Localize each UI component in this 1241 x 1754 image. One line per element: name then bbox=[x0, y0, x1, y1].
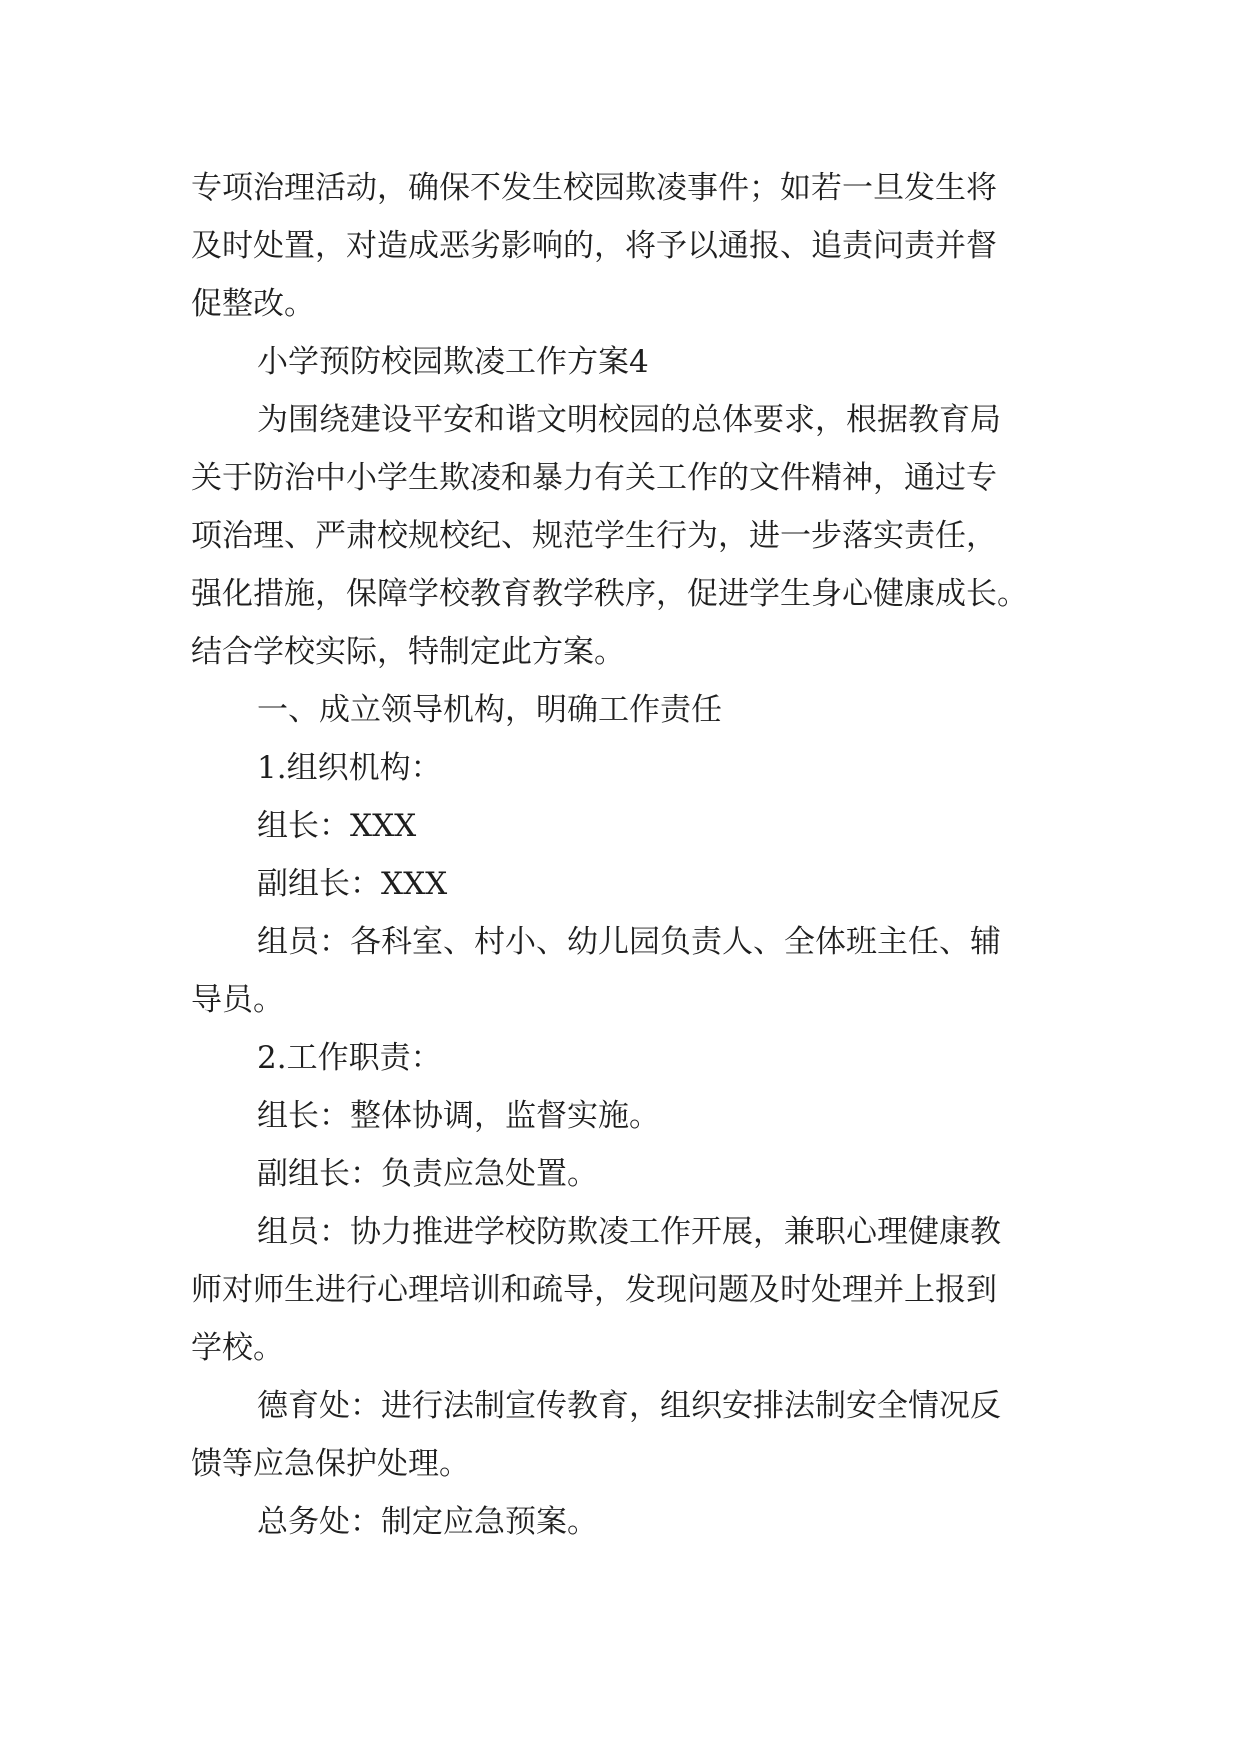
section-title: 小学预防校园欺凌工作方案4 bbox=[257, 344, 649, 380]
paragraph-line: 导员。 bbox=[191, 982, 284, 1018]
paragraph-line: 组员：协力推进学校防欺凌工作开展，兼职心理健康教 bbox=[257, 1214, 1001, 1250]
paragraph-line: 组长：整体协调，监督实施。 bbox=[257, 1098, 660, 1134]
paragraph-line: 组员：各科室、村小、幼儿园负责人、全体班主任、辅 bbox=[257, 924, 1001, 960]
paragraph-line: 及时处置，对造成恶劣影响的，将予以通报、追责问责并督 bbox=[191, 228, 997, 264]
paragraph-line: 副组长：负责应急处置。 bbox=[257, 1156, 598, 1192]
subheading: 1.组织机构： bbox=[257, 750, 442, 786]
paragraph-line: 专项治理活动，确保不发生校园欺凌事件；如若一旦发生将 bbox=[191, 170, 997, 206]
subheading: 2.工作职责： bbox=[257, 1040, 442, 1076]
paragraph-line: 项治理、严肃校规校纪、规范学生行为，进一步落实责任， bbox=[191, 518, 997, 554]
paragraph-line: 组长：XXX bbox=[257, 808, 417, 844]
paragraph-line: 为围绕建设平安和谐文明校园的总体要求，根据教育局 bbox=[257, 402, 1001, 438]
paragraph-line: 结合学校实际，特制定此方案。 bbox=[191, 634, 625, 670]
paragraph-line: 馈等应急保护处理。 bbox=[191, 1446, 470, 1482]
paragraph-line: 总务处：制定应急预案。 bbox=[257, 1504, 598, 1540]
paragraph-line: 强化措施，保障学校教育教学秩序，促进学生身心健康成长。 bbox=[191, 576, 1028, 612]
paragraph-line: 师对师生进行心理培训和疏导，发现问题及时处理并上报到 bbox=[191, 1272, 997, 1308]
paragraph-line: 德育处：进行法制宣传教育，组织安排法制安全情况反 bbox=[257, 1388, 1001, 1424]
paragraph-line: 关于防治中小学生欺凌和暴力有关工作的文件精神，通过专 bbox=[191, 460, 997, 496]
paragraph-line: 副组长：XXX bbox=[257, 866, 448, 902]
paragraph-line: 学校。 bbox=[191, 1330, 284, 1366]
section-heading: 一、成立领导机构，明确工作责任 bbox=[257, 692, 722, 728]
paragraph-line: 促整改。 bbox=[191, 286, 315, 322]
